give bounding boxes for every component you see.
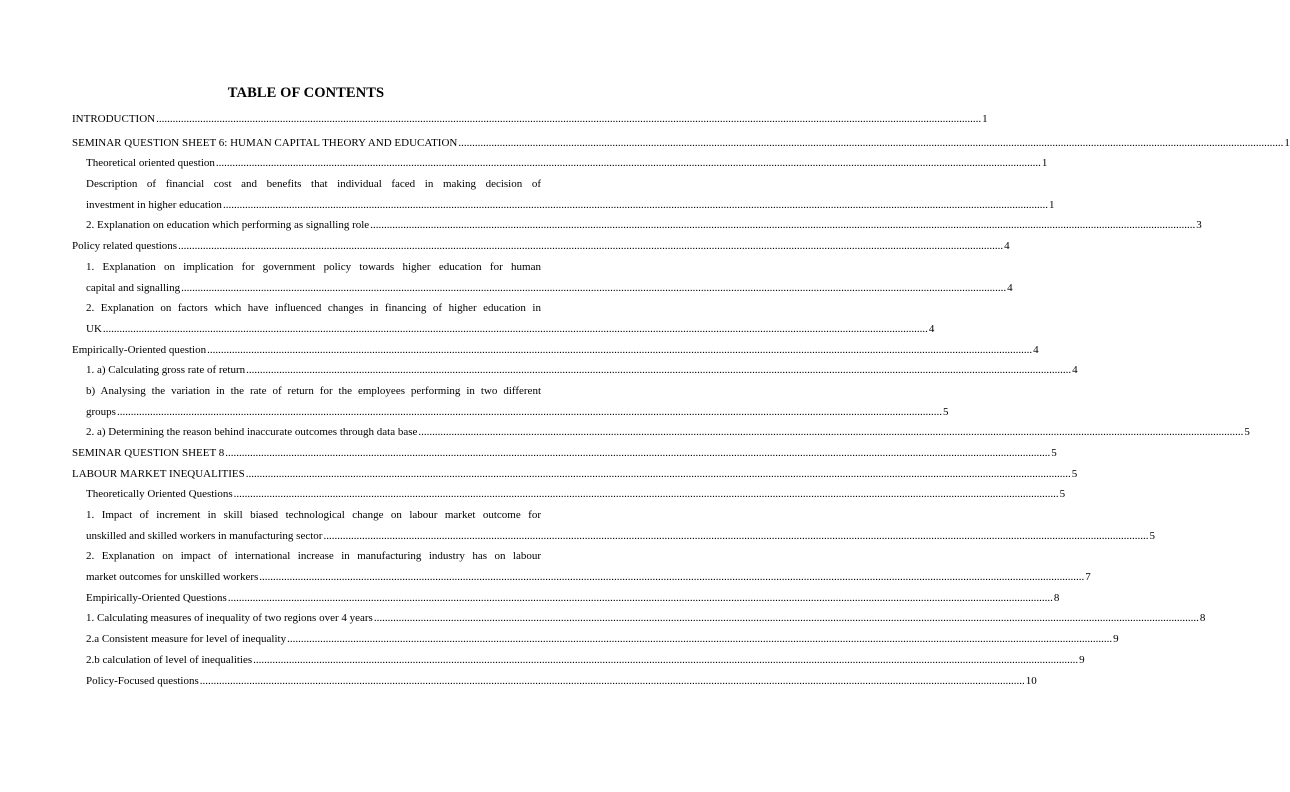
toc-entry-text: LABOUR MARKET INEQUALITIES: [72, 468, 245, 480]
toc-entry-labour-market-inequalities[interactable]: [72, 468, 1078, 481]
toc-page-number: 3: [1196, 219, 1202, 231]
toc-page-number: 5: [1059, 488, 1066, 500]
toc-entry-introduction[interactable]: [72, 113, 988, 126]
toc-entry-text: Empirically-Oriented Questions: [86, 592, 227, 604]
toc-page-number: 9: [1113, 633, 1119, 645]
toc-entry-education-signalling-role[interactable]: [86, 219, 1202, 232]
toc-entry-theoretical-oriented-question[interactable]: [86, 157, 1048, 170]
toc-page-number: 4: [928, 323, 935, 335]
toc-page-number: 5: [1051, 447, 1057, 459]
toc-page-number: 5: [942, 406, 949, 418]
toc-leader-dots: ............................................................................................................................................................................................................................................................................................................: [225, 447, 1051, 459]
toc-entry-international-manufacturing[interactable]: [86, 550, 1091, 584]
toc-page-number: 7: [1085, 571, 1091, 583]
toc-entry-measures-of-inequality[interactable]: [86, 612, 1206, 625]
toc-entry-first-line: 1. Impact of increment in skill biased technological change on labour market outcome for: [86, 509, 541, 521]
toc-entry-text: Empirically-Oriented question: [72, 344, 207, 356]
toc-entry-description-financial-cost[interactable]: [86, 178, 1055, 212]
toc-leader-dots: ............................................................................................................................................................................................................................................................................................................: [199, 675, 1025, 687]
toc-leader-dots: ............................................................................................................................................................................................................................................................................................................: [178, 240, 1004, 252]
toc-entry-seminar-sheet-8[interactable]: [72, 447, 1057, 460]
toc-entry-first-line: Description of financial cost and benefits that individual faced in making decision of: [86, 178, 541, 190]
toc-leader-dots: ............................................................................................................................................................................................................................................................................................................: [156, 113, 982, 125]
toc-leader-dots: ............................................................................................................................................................................................................................................................................................................: [233, 488, 1059, 500]
toc-entry-financing-higher-education[interactable]: [86, 302, 935, 336]
toc-entry-first-line: b) Analysing the variation in the rate of return for the employees performing in two different: [86, 385, 541, 397]
toc-entry-text: INTRODUCTION: [72, 113, 156, 125]
toc-page-number: 4: [1072, 364, 1078, 376]
toc-page-number: 1: [982, 113, 988, 125]
toc-entry-policy-focused-questions[interactable]: [86, 675, 1037, 688]
toc-entry-text: Policy-Focused questions: [86, 675, 199, 687]
toc-entry-text: Theoretical oriented question: [86, 157, 215, 169]
toc-entry-variation-rate-of-return[interactable]: [86, 385, 949, 419]
toc-leader-dots: ............................................................................................................................................................................................................................................................................................................: [245, 468, 1071, 480]
toc-leader-dots: ............................................................................................................................................................................................................................................................................................................: [253, 654, 1079, 666]
toc-entry-text: market outcomes for unskilled workers: [86, 571, 259, 583]
toc-entry-theoretically-oriented-questions[interactable]: [86, 488, 1066, 501]
toc-leader-dots: ............................................................................................................................................................................................................................................................................................................: [227, 592, 1053, 604]
toc-entry-seminar-sheet-6[interactable]: [72, 137, 1290, 150]
toc-page-number: 5: [1071, 468, 1078, 480]
toc-title: TABLE OF CONTENTS: [227, 85, 385, 101]
toc-leader-dots: ............................................................................................................................................................................................................................................................................................................: [373, 612, 1199, 624]
toc-entry-policy-related-questions[interactable]: [72, 240, 1010, 253]
toc-entry-first-line: 2. Explanation on impact of international increase in manufacturing industry has on labour: [86, 550, 541, 562]
toc-entry-text: UK: [86, 323, 102, 335]
toc-entry-text: 2. a) Determining the reason behind inaccurate outcomes through data base: [86, 426, 418, 438]
toc-leader-dots: ............................................................................................................................................................................................................................................................................................................: [370, 219, 1196, 231]
toc-entry-text: Theoretically Oriented Questions: [86, 488, 233, 500]
toc-entry-calculation-of-inequalities[interactable]: [86, 654, 1085, 667]
toc-leader-dots: ............................................................................................................................................................................................................................................................................................................: [222, 199, 1048, 211]
toc-entry-text: SEMINAR QUESTION SHEET 8: [72, 447, 225, 459]
toc-leader-dots: ............................................................................................................................................................................................................................................................................................................: [181, 282, 1007, 294]
toc-entry-empirically-oriented-question[interactable]: [72, 344, 1039, 357]
toc-entry-first-line: 1. Explanation on implication for government policy towards higher education for human: [86, 261, 541, 273]
toc-page-number: 4: [1033, 344, 1039, 356]
toc-page-number: 4: [1004, 240, 1010, 252]
toc-entry-text: 2.a Consistent measure for level of inequality: [86, 633, 287, 645]
toc-entry-text: 2.b calculation of level of inequalities: [86, 654, 253, 666]
toc-leader-dots: ............................................................................................................................................................................................................................................................................................................: [102, 323, 928, 335]
toc-leader-dots: ............................................................................................................................................................................................................................................................................................................: [116, 406, 942, 418]
toc-entry-inaccurate-outcomes[interactable]: [86, 426, 1250, 439]
toc-entry-skill-biased-change[interactable]: [86, 509, 1155, 543]
toc-leader-dots: ............................................................................................................................................................................................................................................................................................................: [418, 426, 1244, 438]
toc-leader-dots: ............................................................................................................................................................................................................................................................................................................: [458, 137, 1284, 149]
toc-entry-text: 1. a) Calculating gross rate of return: [86, 364, 246, 376]
toc-leader-dots: ............................................................................................................................................................................................................................................................................................................: [287, 633, 1113, 645]
toc-leader-dots: ............................................................................................................................................................................................................................................................................................................: [323, 530, 1149, 542]
toc-entry-consistent-measure[interactable]: [86, 633, 1119, 646]
toc-leader-dots: ............................................................................................................................................................................................................................................................................................................: [207, 344, 1033, 356]
toc-page-number: 4: [1007, 282, 1013, 294]
toc-leader-dots: ............................................................................................................................................................................................................................................................................................................: [259, 571, 1085, 583]
toc-entry-first-line: 2. Explanation on factors which have influenced changes in financing of higher education in: [86, 302, 541, 314]
toc-page-number: 8: [1053, 592, 1060, 604]
toc-entry-text: Policy related questions: [72, 240, 178, 252]
toc-page-number: 1: [1048, 199, 1055, 211]
toc-page-number: 8: [1199, 612, 1206, 624]
toc-entry-text: SEMINAR QUESTION SHEET 6: HUMAN CAPITAL THEORY AND EDUCATION: [72, 137, 458, 149]
toc-page-number: 1: [1284, 137, 1290, 149]
toc-entry-text: investment in higher education: [86, 199, 222, 211]
toc-entry-text: groups: [86, 406, 116, 418]
toc-entry-empirically-oriented-questions[interactable]: [86, 592, 1060, 605]
toc-entry-text: unskilled and skilled workers in manufacturing sector: [86, 530, 323, 542]
toc-entry-text: 2. Explanation on education which performing as signalling role: [86, 219, 370, 231]
toc-leader-dots: ............................................................................................................................................................................................................................................................................................................: [215, 157, 1041, 169]
toc-page-number: 9: [1079, 654, 1085, 666]
toc-entry-text: 1. Calculating measures of inequality of two regions over 4 years: [86, 612, 373, 624]
toc-leader-dots: ............................................................................................................................................................................................................................................................................................................: [246, 364, 1072, 376]
toc-page-number: 10: [1025, 675, 1037, 687]
toc-page-number: 5: [1149, 530, 1155, 542]
toc-entry-government-policy[interactable]: [86, 261, 1013, 295]
toc-page-number: 1: [1041, 157, 1048, 169]
toc-entry-text: capital and signalling: [86, 282, 181, 294]
toc-page-number: 5: [1244, 426, 1250, 438]
toc-entry-gross-rate-of-return[interactable]: [86, 364, 1078, 377]
